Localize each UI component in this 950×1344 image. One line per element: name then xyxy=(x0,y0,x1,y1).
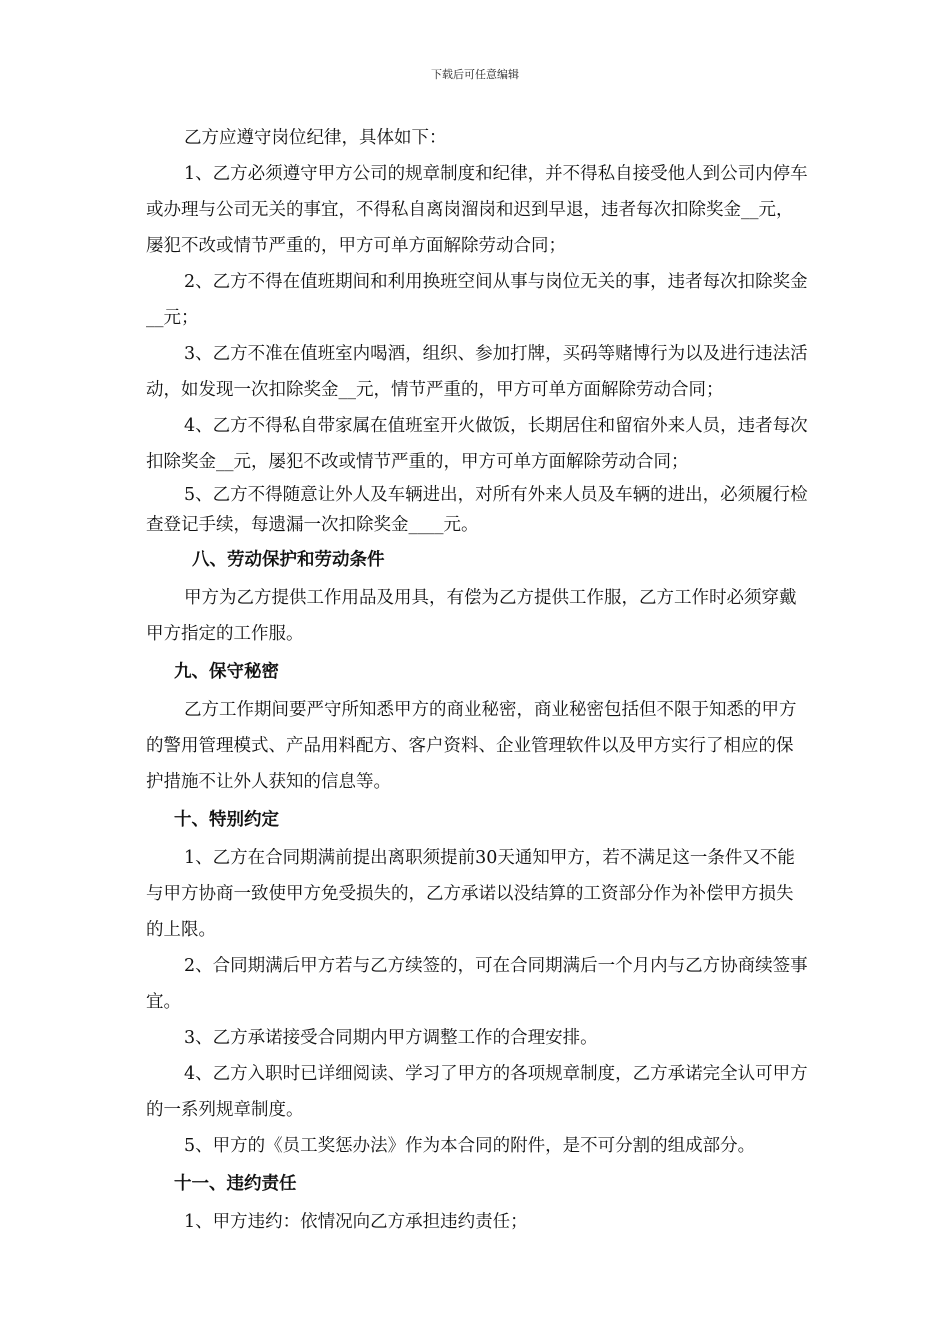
section-11-item-1: 1、甲方违约：依情况向乙方承担违约责任； xyxy=(184,1212,528,1232)
section-10-item-5: 5、甲方的《员工奖惩办法》作为本合同的附件，是不可分割的组成部分。 xyxy=(184,1136,756,1156)
discipline-item-3: 3、乙方不准在值班室内喝酒，组织、参加打牌，买码等赌博行为以及进行违法活动，如发现一次扣除奖金__元，情节严重的，甲方可单方面解除劳动合同； xyxy=(146,344,808,400)
discipline-item-1: 1、乙方必须遵守甲方公司的规章制度和纪律，并不得私自接受他人到公司内停车或办理与公司无关的事宜，不得私自离岗溜岗和迟到早退，违者每次扣除奖金__元，屡犯不改或情节严重的，甲方可单方面解除劳动合同； xyxy=(146,164,808,256)
section-10-item-3: 3、乙方承诺接受合同期内甲方调整工作的合理安排。 xyxy=(184,1028,598,1048)
section-8-body: 甲方为乙方提供工作用品及用具，有偿为乙方提供工作服，乙方工作时必须穿戴甲方指定的工作服。 xyxy=(146,588,797,644)
section-10-item-2: 2、合同期满后甲方若与乙方续签的，可在合同期满后一个月内与乙方协商续签事宜。 xyxy=(146,956,808,1012)
document-body xyxy=(146,120,810,1240)
section-8-heading: 八、劳动保护和劳动条件 xyxy=(192,550,385,570)
discipline-item-2: 2、乙方不得在值班期间和利用换班空间从事与岗位无关的事，违者每次扣除奖金__元； xyxy=(146,272,808,328)
section-10-item-1: 1、乙方在合同期满前提出离职须提前30天通知甲方，若不满足这一条件又不能与甲方协商一致使甲方免受损失的，乙方承诺以没结算的工资部分作为补偿甲方损失的上限。 xyxy=(146,848,795,940)
section-9-body: 乙方工作期间要严守所知悉甲方的商业秘密，商业秘密包括但不限于知悉的甲方的警用管理模式、产品用料配方、客户资料、企业管理软件以及甲方实行了相应的保护措施不让外人获知的信息等。 xyxy=(146,700,797,792)
section-11-heading: 十一、违约责任 xyxy=(174,1174,297,1194)
section-9-heading: 九、保守秘密 xyxy=(174,662,279,682)
discipline-item-5: 5、乙方不得随意让外人及车辆进出，对所有外来人员及车辆的进出，必须履行检查登记手续，每遗漏一次扣除奖金____元。 xyxy=(146,485,808,535)
page-header: 下载后可任意编辑 xyxy=(431,68,519,81)
section-10-heading: 十、特别约定 xyxy=(174,810,279,830)
section-10-item-4: 4、乙方入职时已详细阅读、学习了甲方的各项规章制度，乙方承诺完全认可甲方的一系列规章制度。 xyxy=(146,1064,808,1120)
discipline-item-4: 4、乙方不得私自带家属在值班室开火做饭，长期居住和留宿外来人员，违者每次扣除奖金__元，屡犯不改或情节严重的，甲方可单方面解除劳动合同； xyxy=(146,416,808,472)
discipline-intro: 乙方应遵守岗位纪律，具体如下： xyxy=(184,128,447,148)
